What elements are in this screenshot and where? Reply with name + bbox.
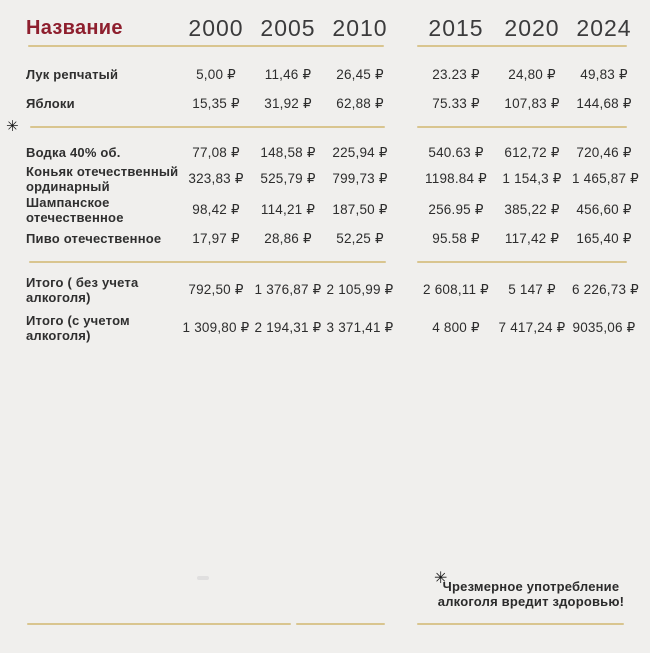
price-2010: 62,88 ₽ bbox=[336, 96, 384, 111]
totals-divider-left bbox=[29, 261, 386, 263]
row-label: Яблоки bbox=[26, 96, 75, 112]
price-2010: 225,94 ₽ bbox=[332, 145, 388, 160]
price-2024: 456,60 ₽ bbox=[576, 202, 632, 217]
price-2020: 385,22 ₽ bbox=[504, 202, 560, 217]
asterisk-icon: ✳ bbox=[434, 568, 448, 587]
price-2010: 52,25 ₽ bbox=[336, 231, 384, 246]
price-2005: 28,86 ₽ bbox=[264, 231, 312, 246]
price-2020: 117,42 ₽ bbox=[504, 231, 560, 246]
price-2000: 5,00 ₽ bbox=[196, 67, 236, 82]
table-row bbox=[0, 163, 650, 195]
price-2005: 2 194,31 ₽ bbox=[254, 320, 322, 335]
table-header-row bbox=[0, 10, 650, 46]
price-2020: 612,72 ₽ bbox=[504, 145, 560, 160]
price-2000: 98,42 ₽ bbox=[192, 202, 240, 217]
footer-rule-middle bbox=[296, 623, 385, 625]
price-2024: 165,40 ₽ bbox=[576, 231, 632, 246]
name-column-header: Название bbox=[26, 16, 123, 39]
price-2024: 144,68 ₽ bbox=[576, 96, 632, 111]
health-warning-line2: алкоголя вредит здоровью! bbox=[437, 593, 625, 609]
price-2015: 256.95 ₽ bbox=[428, 202, 484, 217]
price-2015: 2 608,11 ₽ bbox=[423, 282, 489, 297]
row-label: Итого ( без учета алкоголя) bbox=[26, 274, 139, 305]
price-2020: 24,80 ₽ bbox=[508, 67, 556, 82]
price-2015: 540.63 ₽ bbox=[428, 145, 484, 160]
price-2000: 77,08 ₽ bbox=[192, 145, 240, 160]
price-2010: 187,50 ₽ bbox=[332, 202, 388, 217]
price-2015: 75.33 ₽ bbox=[432, 96, 480, 111]
price-2020: 107,83 ₽ bbox=[504, 96, 560, 111]
price-2005: 11,46 ₽ bbox=[264, 67, 312, 82]
health-warning-note bbox=[425, 580, 637, 609]
price-2015: 95.58 ₽ bbox=[432, 231, 480, 246]
price-2024: 9035,06 ₽ bbox=[572, 320, 636, 335]
year-header-2000: 2000 bbox=[188, 14, 244, 41]
table-row-total bbox=[0, 272, 650, 308]
price-2010: 2 105,99 ₽ bbox=[326, 282, 394, 297]
smudge-artifact bbox=[197, 576, 209, 580]
row-label: Лук репчатый bbox=[26, 67, 119, 83]
price-2024: 720,46 ₽ bbox=[576, 145, 632, 160]
price-2005: 1 376,87 ₽ bbox=[254, 282, 322, 297]
section-divider-right bbox=[417, 126, 627, 128]
row-label: Водка 40% об. bbox=[26, 145, 121, 161]
table-row bbox=[0, 91, 650, 117]
year-header-2010: 2010 bbox=[332, 14, 388, 41]
row-label: Коньяк отечественный ординарный bbox=[26, 163, 179, 194]
footer-rule-right bbox=[417, 623, 624, 625]
price-2020: 5 147 ₽ bbox=[508, 282, 556, 297]
health-warning-line1: Чрезмерное употребление bbox=[442, 579, 620, 594]
row-label: Пиво отечественное bbox=[26, 231, 162, 247]
price-2000: 323,83 ₽ bbox=[188, 171, 244, 186]
price-2020: 1 154,3 ₽ bbox=[502, 171, 562, 186]
price-2010: 26,45 ₽ bbox=[336, 67, 384, 82]
header-divider-left bbox=[28, 45, 384, 47]
price-2010: 3 371,41 ₽ bbox=[326, 320, 394, 335]
price-2000: 1 309,80 ₽ bbox=[182, 320, 250, 335]
year-header-2015: 2015 bbox=[428, 14, 484, 41]
price-2024: 49,83 ₽ bbox=[580, 67, 628, 82]
row-label: Итого (с учетом алкоголя) bbox=[26, 312, 130, 343]
table-row bbox=[0, 62, 650, 88]
price-2005: 114,21 ₽ bbox=[260, 202, 316, 217]
table-row bbox=[0, 194, 650, 226]
row-label: Шампанское отечественное bbox=[26, 194, 124, 225]
table-row bbox=[0, 143, 650, 163]
price-2000: 17,97 ₽ bbox=[192, 231, 240, 246]
asterisk-icon: ✳ bbox=[6, 117, 19, 135]
year-header-2024: 2024 bbox=[576, 14, 632, 41]
price-2024: 6 226,73 ₽ bbox=[572, 282, 639, 297]
price-2005: 31,92 ₽ bbox=[264, 96, 312, 111]
header-divider-right bbox=[417, 45, 627, 47]
footer-rule-left bbox=[27, 623, 291, 625]
price-2005: 148,58 ₽ bbox=[260, 145, 316, 160]
price-2005: 525,79 ₽ bbox=[260, 171, 316, 186]
price-2015: 1198.84 ₽ bbox=[425, 171, 487, 186]
price-2024: 1 465,87 ₽ bbox=[572, 171, 639, 186]
section-divider-left bbox=[30, 126, 385, 128]
price-2015: 4 800 ₽ bbox=[432, 320, 480, 335]
table-row bbox=[0, 226, 650, 252]
year-header-2005: 2005 bbox=[260, 14, 316, 41]
price-2000: 792,50 ₽ bbox=[188, 282, 244, 297]
table-row-total bbox=[0, 310, 650, 346]
price-2010: 799,73 ₽ bbox=[332, 171, 388, 186]
price-2000: 15,35 ₽ bbox=[192, 96, 240, 111]
totals-divider-right bbox=[417, 261, 627, 263]
year-header-2020: 2020 bbox=[504, 14, 560, 41]
price-2015: 23.23 ₽ bbox=[432, 67, 480, 82]
price-2020: 7 417,24 ₽ bbox=[498, 320, 566, 335]
